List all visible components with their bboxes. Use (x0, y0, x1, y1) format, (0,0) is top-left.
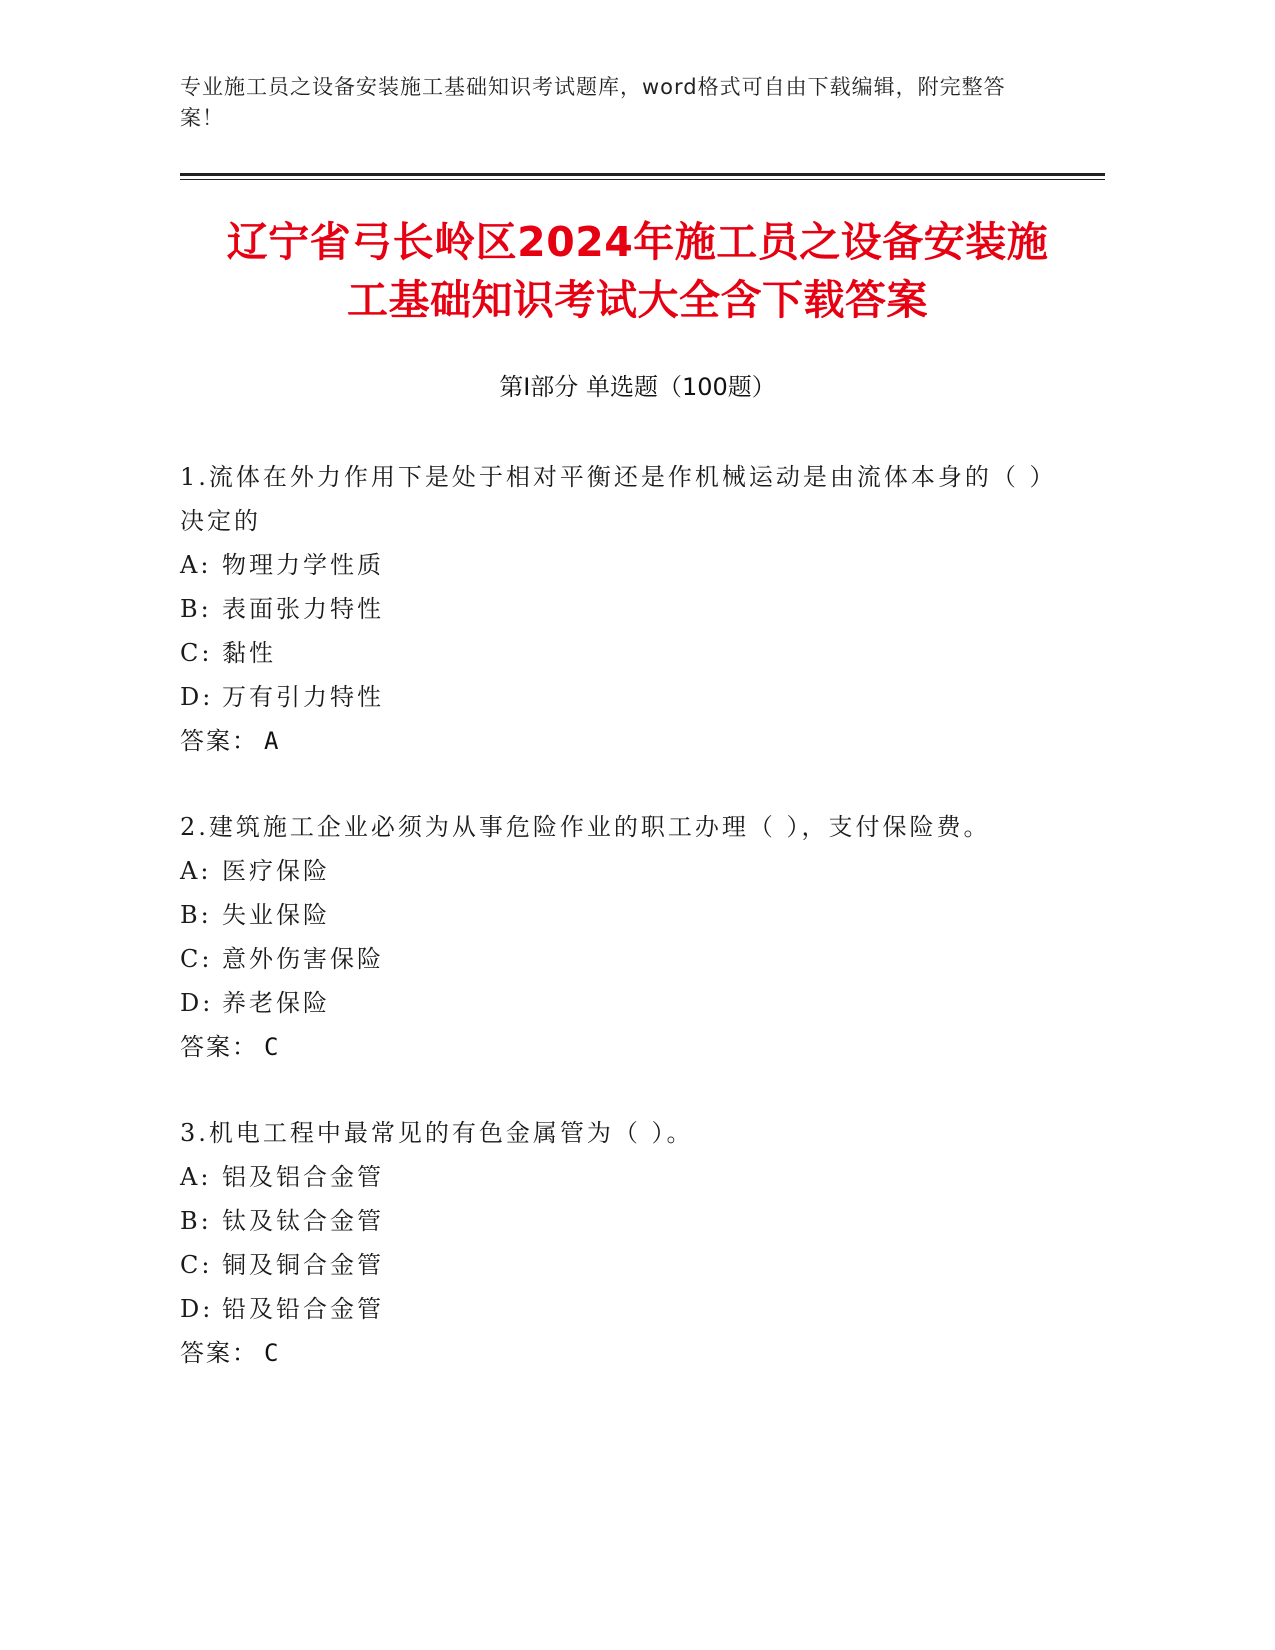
answer-value: A (264, 727, 279, 755)
option-text: 养老保险 (222, 989, 330, 1017)
option-letter: A: (180, 551, 212, 579)
option-b (180, 1199, 1080, 1243)
option-text: 铝及铝合金管 (222, 1163, 384, 1191)
option-letter: D: (180, 1295, 214, 1323)
option-letter: A: (180, 857, 212, 885)
question-item (180, 1111, 1080, 1375)
question-stem: 2.建筑施工企业必须为从事危险作业的职工办理（ ），支付保险费。 (180, 813, 991, 841)
option-b (180, 587, 1080, 631)
header-note: 专业施工员之设备安装施工基础知识考试题库，word格式可自由下载编辑，附完整答案！ (180, 75, 1006, 130)
option-text: 物理力学性质 (222, 551, 384, 579)
option-a (180, 543, 1080, 587)
option-letter: C: (180, 945, 213, 973)
answer-line (180, 719, 1080, 763)
option-letter: B: (180, 1207, 212, 1235)
answer-line (180, 1025, 1080, 1069)
option-text: 意外伤害保险 (222, 945, 384, 973)
option-text: 万有引力特性 (222, 683, 384, 711)
question-stem: 3.机电工程中最常见的有色金属管为（ ）。 (180, 1119, 694, 1147)
option-letter: C: (180, 1251, 213, 1279)
answer-value: C (264, 1339, 279, 1367)
option-b (180, 893, 1080, 937)
option-text: 表面张力特性 (222, 595, 384, 623)
option-d (180, 981, 1080, 1025)
option-text: 黏性 (222, 639, 276, 667)
option-text: 失业保险 (222, 901, 330, 929)
option-c (180, 631, 1080, 675)
option-letter: D: (180, 989, 214, 1017)
option-a (180, 1155, 1080, 1199)
option-a (180, 849, 1080, 893)
answer-label: 答案： (180, 1033, 258, 1061)
header-divider-thick (180, 173, 1105, 176)
option-c (180, 1243, 1080, 1287)
option-letter: D: (180, 683, 214, 711)
answer-line (180, 1331, 1080, 1375)
header-divider-thin (180, 179, 1105, 180)
option-text: 钛及钛合金管 (222, 1207, 384, 1235)
option-letter: B: (180, 595, 212, 623)
answer-label: 答案： (180, 727, 258, 755)
option-letter: B: (180, 901, 212, 929)
document-title-line-2: 工基础知识考试大全含下载答案 (347, 276, 928, 324)
question-list (180, 455, 1080, 1417)
option-letter: C: (180, 639, 213, 667)
option-letter: A: (180, 1163, 212, 1191)
question-item (180, 455, 1080, 763)
answer-label: 答案： (180, 1339, 258, 1367)
answer-value: C (264, 1033, 279, 1061)
section-title: 第Ⅰ部分 单选题（100题） (499, 373, 776, 401)
option-c (180, 937, 1080, 981)
option-d (180, 1287, 1080, 1331)
option-text: 医疗保险 (222, 857, 330, 885)
option-d (180, 675, 1080, 719)
question-item (180, 805, 1080, 1069)
question-stem: 1.流体在外力作用下是处于相对平衡还是作机械运动是由流体本身的（ ）决定的 (180, 463, 1057, 535)
option-text: 铅及铅合金管 (222, 1295, 384, 1323)
document-title-line-1: 辽宁省弓长岭区2024年施工员之设备安装施 (226, 218, 1049, 266)
document-title (120, 213, 1155, 329)
option-text: 铜及铜合金管 (222, 1251, 384, 1279)
